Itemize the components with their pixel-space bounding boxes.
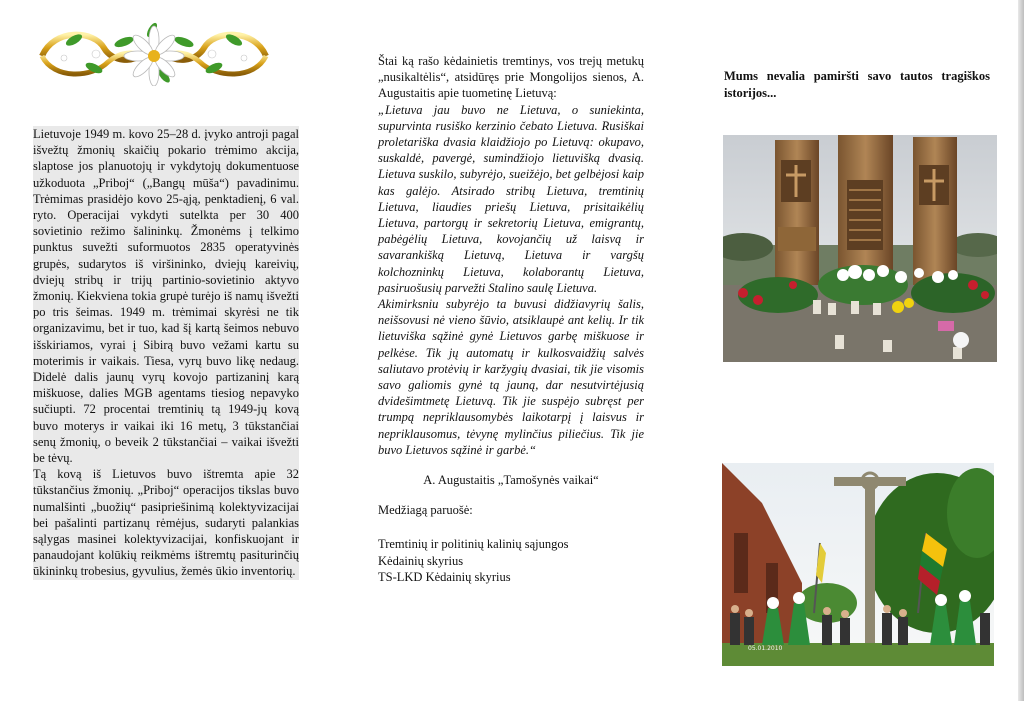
photo-date-stamp: 05.01.2010 bbox=[748, 645, 783, 652]
memorial-heading: Mums nevalia pamiršti savo tautos tragiškos istorijos... bbox=[724, 69, 990, 100]
organization-line-3: TS-LKD Kėdainių skyrius bbox=[378, 569, 511, 584]
history-paragraph-2: Tą kovą iš Lietuvos buvo ištremta apie 32 tūkstančius žmonių. „Priboj“ operacijos tikslas buvo numalšinti „buožių“ pasipriešinimą kolektyvizacijai bei pašalinti partizanų rėmėjus, sudaryti palankias sąlygas masinei kolektyvizacijai, konfiskuojant ir panaudojant kolūkių reikmėms ištremtų pasiturinčių ūkininkų trobesius, gyvulius, žemės ūkio inventorių. bbox=[33, 467, 299, 579]
memorial-cross-photo bbox=[722, 463, 994, 666]
quote-intro: Štai ką rašo kėdainietis tremtinys, vos trejų metukų „nusikaltėlis“, atsidūręs prie Mongolijos sienos, A. Augustaitis apie tuometinę Lietuvą: bbox=[378, 54, 644, 101]
organizations bbox=[378, 536, 644, 585]
prepared-by-label: Medžiagą paruošė: bbox=[378, 503, 473, 518]
history-column bbox=[33, 126, 299, 580]
wooden-crosses-photo bbox=[723, 135, 997, 362]
quote-text-1: „Lietuva jau buvo ne Lietuva, o suniekinta, supurvinta rusiško kerzinio čebato Lietuva. Rusiškai proletariška dvasia klaidžiojo po Lietuvą: okupavo, suskaldė, pavergė, sumindžiojo lietuvišką dvasią. Lietuva suskilo, subyrėjo, sueižėjo, bet gelbėjosi kaip kas galėjo. Atsirado stribų Lietuva, tremtinių Lietuva, liaudies priešų Lietuva, prisitaikėlių Lietuva, partorgų ir sekretorių Lietuva, emigrantų, pabėgėlių Lietuva, kovojančių už laisvą ir savarankišką Lietuvą, Lietuva ir vargšų kolchozninkų Lietuva, kolaborantų Lietuva, pasiruošusių parvežti Stalino saulę Lietuva. bbox=[378, 102, 644, 295]
daisy-ornament-icon bbox=[34, 18, 274, 86]
organization-line-1: Tremtinių ir politinių kalinių sąjungos bbox=[378, 537, 569, 552]
history-paragraph-1: Lietuvoje 1949 m. kovo 25–28 d. įvyko antroji pagal išvežtų žmonių skaičių pokario trėmimo akcija, slaptose jos planuotojų ir vykdytojų dokumentuose užkoduota „Priboj“ („Bangų mūša“) pavadinimu. Trėmimas prasidėjo kovo 25-ąją, penktadienį, 6 val. ryto. Operacijai vykdyti sutelkta per 30 400 sovietinio režimo šalininkų. Žmonėms į telkimo punktus suvežti suformuotos 2835 operatyvinės grupės, sudarytos iš viršininko, dviejų kareivių, dviejų stribų ir trijų partinio-sovietinio aktyvo žmonių. Kiekviena tokia grupė turėjo iš namų išvežti po tris šeimas. 1949 m. trėmimai skyrėsi ne tik organizavimu, bet ir tuo, kad šį kartą šeimos nebuvo išskiriamos, vyrai į Sibirą buvo vežami kartu su moterimis ir vaikais. Tiesa, vyrų buvo likę nedaug. Didelė dalis jaunų vyrų kovojo partizaninį karą miškuose, dalies MGB agentams tiesiog nepavyko sučiupti. 72 procentai tremtinių tą 1949-jų kovą buvo moterys ir vaikai iki 16 metų, 3 tūkstančiai senų žmonių, o beveik 2 tūkstančiai – vaikai išvežti be tėvų. bbox=[33, 127, 299, 466]
quote-column bbox=[378, 53, 644, 585]
quote-text-2: Akimirksniu subyrėjo ta buvusi didžiavyrių šalis, neišsovusi nė vieno šūvio, atsiklaupė ant kelių. Ir tik lietuviška sąžinė gynė Lietuvos garbę miškuose ir pelkėse. Tik jų automatų ir kulkosvaidžių salvės saliutavo protėvių ir karžygių dvasiai, tik jie visomis savo galiomis gynė tą jauną, dar nesutvirtėjusią dvidešimtmetę Lietuvą. Tik jie suspėjo subręst per trumpą nepriklausomybės laikotarpį į laisvus ir nepriklausomus, tėvynę mylinčius piliečius. Tik jie buvo Lietuvos sąžinė ir garbė.“ bbox=[378, 297, 644, 457]
organization-line-2: Kėdainių skyrius bbox=[378, 553, 464, 568]
quote-author: A. Augustaitis „Tamošynės vaikai“ bbox=[423, 473, 599, 488]
page-edge bbox=[1018, 0, 1024, 701]
